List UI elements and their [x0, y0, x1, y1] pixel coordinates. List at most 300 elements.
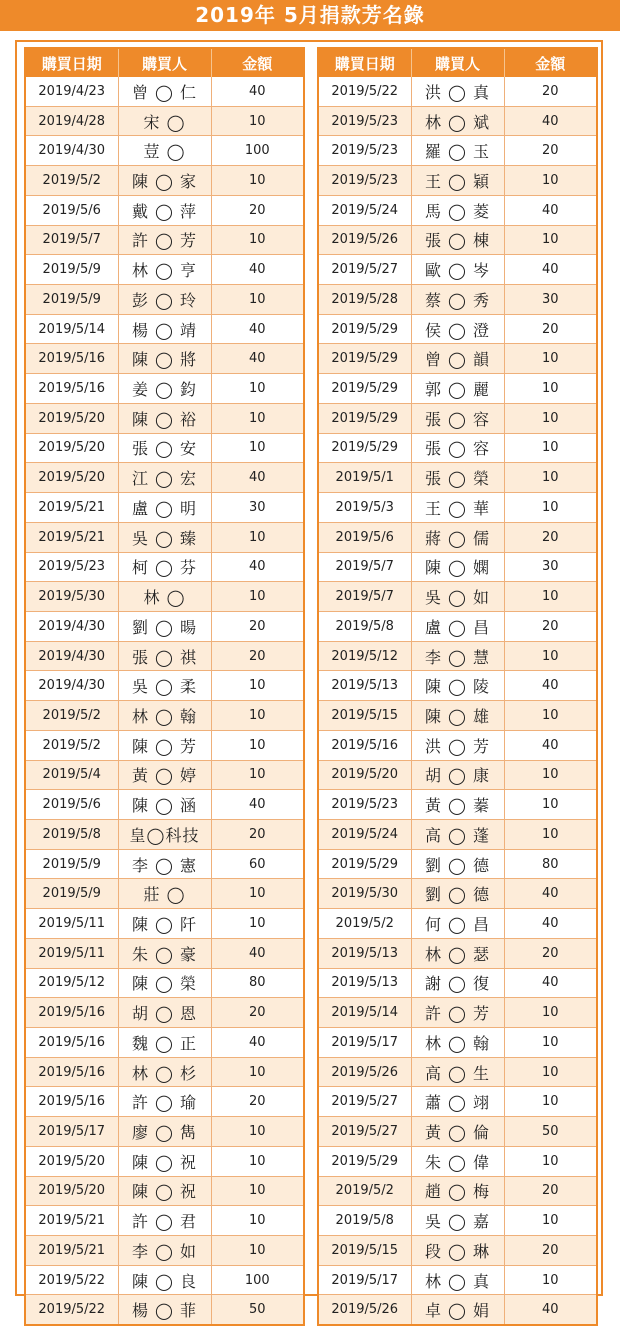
table-row	[319, 374, 596, 404]
table-row	[26, 1176, 303, 1206]
amount-cell: 10	[211, 671, 303, 701]
buyer-cell: 荳 ◯	[118, 136, 211, 166]
date-cell: 2019/5/20	[26, 1146, 118, 1176]
amount-cell: 10	[504, 582, 596, 612]
buyer-cell: 洪 ◯ 真	[411, 77, 504, 106]
date-cell: 2019/5/7	[26, 225, 118, 255]
date-cell: 2019/5/16	[26, 1057, 118, 1087]
date-cell: 2019/5/9	[26, 255, 118, 285]
date-cell: 2019/5/27	[319, 255, 411, 285]
date-cell: 2019/5/12	[319, 641, 411, 671]
amount-cell: 10	[211, 374, 303, 404]
amount-cell: 10	[504, 225, 596, 255]
date-cell: 2019/5/29	[319, 374, 411, 404]
table-row	[26, 1117, 303, 1147]
amount-cell: 50	[211, 1295, 303, 1324]
buyer-cell: 吳 ◯ 如	[411, 582, 504, 612]
date-cell: 2019/5/23	[26, 552, 118, 582]
date-cell: 2019/5/2	[26, 701, 118, 731]
date-cell: 2019/5/11	[26, 938, 118, 968]
date-cell: 2019/5/8	[319, 1206, 411, 1236]
date-cell: 2019/5/6	[26, 790, 118, 820]
table-row	[26, 730, 303, 760]
table-row	[319, 344, 596, 374]
amount-cell: 100	[211, 136, 303, 166]
amount-cell: 60	[211, 849, 303, 879]
buyer-cell: 陳 ◯ 雄	[411, 701, 504, 731]
amount-cell: 40	[504, 730, 596, 760]
buyer-cell: 卓 ◯ 娟	[411, 1295, 504, 1324]
amount-cell: 10	[504, 493, 596, 523]
buyer-cell: 劉 ◯ 暘	[118, 611, 211, 641]
amount-cell: 20	[211, 641, 303, 671]
amount-cell: 10	[211, 106, 303, 136]
buyer-cell: 謝 ◯ 復	[411, 968, 504, 998]
date-cell: 2019/4/30	[26, 136, 118, 166]
date-cell: 2019/5/22	[26, 1295, 118, 1324]
amount-cell: 10	[211, 166, 303, 196]
table-row	[26, 463, 303, 493]
date-cell: 2019/4/28	[26, 106, 118, 136]
date-cell: 2019/5/16	[26, 1028, 118, 1058]
table-row	[26, 909, 303, 939]
date-cell: 2019/5/22	[319, 77, 411, 106]
date-cell: 2019/5/6	[26, 195, 118, 225]
date-cell: 2019/5/12	[26, 968, 118, 998]
amount-cell: 80	[504, 849, 596, 879]
date-cell: 2019/5/1	[319, 463, 411, 493]
amount-cell: 40	[504, 909, 596, 939]
date-cell: 2019/5/29	[319, 344, 411, 374]
amount-cell: 10	[211, 730, 303, 760]
date-cell: 2019/5/9	[26, 879, 118, 909]
amount-cell: 20	[211, 611, 303, 641]
buyer-cell: 黃 ◯ 婷	[118, 760, 211, 790]
buyer-cell: 盧 ◯ 明	[118, 493, 211, 523]
table-row	[26, 790, 303, 820]
table-row	[26, 1295, 303, 1324]
amount-cell: 10	[504, 998, 596, 1028]
table-row	[26, 968, 303, 998]
buyer-cell: 趙 ◯ 梅	[411, 1176, 504, 1206]
amount-cell: 10	[211, 1236, 303, 1266]
table-row	[26, 522, 303, 552]
buyer-cell: 許 ◯ 瑜	[118, 1087, 211, 1117]
amount-cell: 10	[211, 1057, 303, 1087]
date-cell: 2019/5/13	[319, 968, 411, 998]
date-cell: 2019/5/2	[26, 730, 118, 760]
buyer-cell: 黃 ◯ 倫	[411, 1117, 504, 1147]
amount-cell: 40	[211, 255, 303, 285]
buyer-cell: 林 ◯	[118, 582, 211, 612]
buyer-cell: 羅 ◯ 玉	[411, 136, 504, 166]
amount-cell: 10	[211, 403, 303, 433]
buyer-cell: 郭 ◯ 麗	[411, 374, 504, 404]
amount-cell: 40	[211, 938, 303, 968]
date-cell: 2019/5/20	[26, 1176, 118, 1206]
buyer-cell: 胡 ◯ 康	[411, 760, 504, 790]
buyer-cell: 宋 ◯	[118, 106, 211, 136]
buyer-cell: 何 ◯ 昌	[411, 909, 504, 939]
amount-cell: 10	[211, 1146, 303, 1176]
table-row	[26, 879, 303, 909]
amount-cell: 40	[504, 879, 596, 909]
amount-cell: 20	[504, 522, 596, 552]
date-cell: 2019/5/14	[319, 998, 411, 1028]
buyer-cell: 莊 ◯	[118, 879, 211, 909]
date-cell: 2019/5/3	[319, 493, 411, 523]
table-row	[26, 493, 303, 523]
amount-cell: 10	[211, 285, 303, 315]
amount-cell: 10	[504, 403, 596, 433]
buyer-cell: 林 ◯ 杉	[118, 1057, 211, 1087]
buyer-cell: 高 ◯ 生	[411, 1057, 504, 1087]
date-cell: 2019/5/8	[319, 611, 411, 641]
buyer-cell: 陳 ◯ 家	[118, 166, 211, 196]
table-row	[26, 403, 303, 433]
table-row	[319, 1117, 596, 1147]
amount-cell: 10	[211, 1117, 303, 1147]
date-cell: 2019/5/29	[319, 433, 411, 463]
table-body-left	[26, 77, 303, 1324]
buyer-cell: 皇◯科技	[118, 819, 211, 849]
amount-cell: 40	[504, 1295, 596, 1324]
date-cell: 2019/5/23	[319, 106, 411, 136]
table-row	[319, 641, 596, 671]
buyer-cell: 陳 ◯ 裕	[118, 403, 211, 433]
buyer-cell: 馬 ◯ 菱	[411, 195, 504, 225]
table-row	[319, 1236, 596, 1266]
amount-cell: 10	[504, 641, 596, 671]
table-row	[319, 225, 596, 255]
buyer-cell: 吳 ◯ 柔	[118, 671, 211, 701]
buyer-cell: 洪 ◯ 芳	[411, 730, 504, 760]
amount-cell: 10	[211, 1176, 303, 1206]
table-row	[319, 77, 596, 106]
buyer-cell: 陳 ◯ 陵	[411, 671, 504, 701]
buyer-cell: 林 ◯ 翰	[411, 1028, 504, 1058]
buyer-cell: 高 ◯ 蓬	[411, 819, 504, 849]
buyer-cell: 陳 ◯ 良	[118, 1265, 211, 1295]
buyer-cell: 林 ◯ 翰	[118, 701, 211, 731]
buyer-cell: 曾 ◯ 韻	[411, 344, 504, 374]
buyer-cell: 江 ◯ 宏	[118, 463, 211, 493]
date-cell: 2019/5/24	[319, 195, 411, 225]
amount-cell: 40	[211, 552, 303, 582]
amount-cell: 40	[504, 195, 596, 225]
table-row	[26, 701, 303, 731]
table-row	[319, 1057, 596, 1087]
date-cell: 2019/5/29	[319, 1146, 411, 1176]
date-cell: 2019/5/13	[319, 938, 411, 968]
amount-cell: 40	[211, 790, 303, 820]
date-cell: 2019/5/29	[319, 849, 411, 879]
table-row	[26, 849, 303, 879]
amount-cell: 20	[211, 998, 303, 1028]
date-cell: 2019/5/23	[319, 790, 411, 820]
date-cell: 2019/5/24	[319, 819, 411, 849]
header-amount: 金額	[504, 49, 596, 77]
table-body-right	[319, 77, 596, 1324]
table-row	[26, 433, 303, 463]
date-cell: 2019/5/28	[319, 285, 411, 315]
buyer-cell: 林 ◯ 真	[411, 1265, 504, 1295]
buyer-cell: 張 ◯ 棟	[411, 225, 504, 255]
table-row	[319, 909, 596, 939]
date-cell: 2019/5/20	[26, 433, 118, 463]
date-cell: 2019/5/29	[319, 403, 411, 433]
table-row	[319, 1087, 596, 1117]
table-row	[319, 730, 596, 760]
header-buyer: 購買人	[411, 49, 504, 77]
date-cell: 2019/5/4	[26, 760, 118, 790]
buyer-cell: 柯 ◯ 芬	[118, 552, 211, 582]
buyer-cell: 蔡 ◯ 秀	[411, 285, 504, 315]
table-row	[26, 1028, 303, 1058]
amount-cell: 20	[211, 819, 303, 849]
amount-cell: 10	[504, 1146, 596, 1176]
table-row	[319, 1146, 596, 1176]
date-cell: 2019/5/21	[26, 522, 118, 552]
buyer-cell: 許 ◯ 君	[118, 1206, 211, 1236]
date-cell: 2019/5/30	[319, 879, 411, 909]
buyer-cell: 陳 ◯ 祝	[118, 1176, 211, 1206]
amount-cell: 10	[211, 522, 303, 552]
date-cell: 2019/5/16	[319, 730, 411, 760]
buyer-cell: 張 ◯ 榮	[411, 463, 504, 493]
table-row	[319, 1295, 596, 1324]
buyer-cell: 姜 ◯ 鈞	[118, 374, 211, 404]
amount-cell: 10	[504, 374, 596, 404]
amount-cell: 10	[504, 1028, 596, 1058]
date-cell: 2019/5/23	[319, 136, 411, 166]
table-row	[26, 1206, 303, 1236]
buyer-cell: 張 ◯ 容	[411, 403, 504, 433]
buyer-cell: 胡 ◯ 恩	[118, 998, 211, 1028]
amount-cell: 20	[211, 1087, 303, 1117]
table-row	[319, 1265, 596, 1295]
date-cell: 2019/5/2	[26, 166, 118, 196]
header-buyer: 購買人	[118, 49, 211, 77]
amount-cell: 20	[504, 77, 596, 106]
amount-cell: 10	[211, 879, 303, 909]
date-cell: 2019/5/30	[26, 582, 118, 612]
table-row	[319, 255, 596, 285]
buyer-cell: 王 ◯ 穎	[411, 166, 504, 196]
amount-cell: 30	[211, 493, 303, 523]
amount-cell: 40	[504, 255, 596, 285]
table-row	[319, 552, 596, 582]
buyer-cell: 張 ◯ 安	[118, 433, 211, 463]
table-row	[26, 819, 303, 849]
amount-cell: 10	[504, 819, 596, 849]
buyer-cell: 張 ◯ 祺	[118, 641, 211, 671]
buyer-cell: 陳 ◯ 祝	[118, 1146, 211, 1176]
buyer-cell: 曾 ◯ 仁	[118, 77, 211, 106]
table-row	[319, 493, 596, 523]
amount-cell: 10	[504, 1206, 596, 1236]
date-cell: 2019/5/13	[319, 671, 411, 701]
date-cell: 2019/5/6	[319, 522, 411, 552]
amount-cell: 10	[504, 790, 596, 820]
amount-cell: 20	[504, 611, 596, 641]
buyer-cell: 廖 ◯ 雋	[118, 1117, 211, 1147]
date-cell: 2019/5/29	[319, 314, 411, 344]
table-row	[319, 106, 596, 136]
buyer-cell: 蔣 ◯ 儒	[411, 522, 504, 552]
amount-cell: 40	[504, 106, 596, 136]
table-row	[319, 1176, 596, 1206]
buyer-cell: 李 ◯ 慧	[411, 641, 504, 671]
date-cell: 2019/5/26	[319, 1057, 411, 1087]
amount-cell: 20	[504, 1236, 596, 1266]
amount-cell: 40	[211, 1028, 303, 1058]
date-cell: 2019/5/15	[319, 1236, 411, 1266]
amount-cell: 10	[504, 701, 596, 731]
date-cell: 2019/5/26	[319, 225, 411, 255]
date-cell: 2019/5/16	[26, 1087, 118, 1117]
date-cell: 2019/5/23	[319, 166, 411, 196]
buyer-cell: 陳 ◯ 將	[118, 344, 211, 374]
amount-cell: 40	[211, 344, 303, 374]
buyer-cell: 段 ◯ 琳	[411, 1236, 504, 1266]
buyer-cell: 吳 ◯ 嘉	[411, 1206, 504, 1236]
table-row	[26, 938, 303, 968]
date-cell: 2019/5/2	[319, 909, 411, 939]
date-cell: 2019/4/23	[26, 77, 118, 106]
table-row	[319, 701, 596, 731]
amount-cell: 20	[504, 136, 596, 166]
table-row	[319, 195, 596, 225]
table-row	[26, 998, 303, 1028]
buyer-cell: 朱 ◯ 偉	[411, 1146, 504, 1176]
buyer-cell: 林 ◯ 瑟	[411, 938, 504, 968]
table-row	[319, 998, 596, 1028]
buyer-cell: 許 ◯ 芳	[118, 225, 211, 255]
buyer-cell: 陳 ◯ 涵	[118, 790, 211, 820]
table-row	[26, 255, 303, 285]
date-cell: 2019/5/22	[26, 1265, 118, 1295]
date-cell: 2019/5/11	[26, 909, 118, 939]
buyer-cell: 陳 ◯ 芳	[118, 730, 211, 760]
table-row	[319, 968, 596, 998]
date-cell: 2019/5/21	[26, 493, 118, 523]
date-cell: 2019/5/2	[319, 1176, 411, 1206]
amount-cell: 20	[504, 938, 596, 968]
table-row	[26, 314, 303, 344]
table-row	[319, 582, 596, 612]
buyer-cell: 林 ◯ 亨	[118, 255, 211, 285]
buyer-cell: 劉 ◯ 德	[411, 879, 504, 909]
table-row	[26, 166, 303, 196]
amount-cell: 20	[504, 1176, 596, 1206]
date-cell: 2019/5/15	[319, 701, 411, 731]
table-row	[319, 611, 596, 641]
table-row	[26, 671, 303, 701]
amount-cell: 10	[504, 1265, 596, 1295]
table-row	[26, 344, 303, 374]
amount-cell: 10	[504, 433, 596, 463]
buyer-cell: 張 ◯ 容	[411, 433, 504, 463]
amount-cell: 10	[504, 1057, 596, 1087]
buyer-cell: 許 ◯ 芳	[411, 998, 504, 1028]
table-row	[26, 641, 303, 671]
table-row	[26, 1265, 303, 1295]
date-cell: 2019/4/30	[26, 641, 118, 671]
buyer-cell: 盧 ◯ 昌	[411, 611, 504, 641]
page-title: 2019年 5月捐款芳名錄	[0, 0, 620, 31]
date-cell: 2019/5/16	[26, 998, 118, 1028]
buyer-cell: 楊 ◯ 靖	[118, 314, 211, 344]
date-cell: 2019/5/8	[26, 819, 118, 849]
amount-cell: 40	[211, 463, 303, 493]
donor-table-right	[317, 47, 598, 1326]
buyer-cell: 朱 ◯ 豪	[118, 938, 211, 968]
amount-cell: 10	[211, 909, 303, 939]
table-row	[26, 760, 303, 790]
table-row	[319, 790, 596, 820]
buyer-cell: 戴 ◯ 萍	[118, 195, 211, 225]
amount-cell: 40	[211, 77, 303, 106]
table-row	[26, 285, 303, 315]
date-cell: 2019/5/9	[26, 285, 118, 315]
amount-cell: 20	[504, 314, 596, 344]
buyer-cell: 陳 ◯ 嫻	[411, 552, 504, 582]
date-cell: 2019/5/16	[26, 374, 118, 404]
header-date: 購買日期	[319, 49, 411, 77]
table-row	[319, 849, 596, 879]
buyer-cell: 李 ◯ 憲	[118, 849, 211, 879]
header-amount: 金額	[211, 49, 303, 77]
buyer-cell: 李 ◯ 如	[118, 1236, 211, 1266]
amount-cell: 10	[504, 1087, 596, 1117]
table-row	[26, 225, 303, 255]
table-row	[26, 582, 303, 612]
table-row	[319, 819, 596, 849]
table-row	[319, 314, 596, 344]
buyer-cell: 侯 ◯ 澄	[411, 314, 504, 344]
amount-cell: 10	[211, 701, 303, 731]
table-row	[319, 1028, 596, 1058]
amount-cell: 50	[504, 1117, 596, 1147]
table-row	[26, 1236, 303, 1266]
table-row	[319, 879, 596, 909]
table-row	[26, 1087, 303, 1117]
table-row	[26, 1057, 303, 1087]
amount-cell: 30	[504, 285, 596, 315]
table-header-row	[319, 49, 596, 77]
table-row	[26, 136, 303, 166]
date-cell: 2019/5/21	[26, 1206, 118, 1236]
amount-cell: 10	[504, 166, 596, 196]
amount-cell: 40	[504, 671, 596, 701]
date-cell: 2019/5/20	[26, 403, 118, 433]
amount-cell: 80	[211, 968, 303, 998]
amount-cell: 40	[211, 314, 303, 344]
date-cell: 2019/5/17	[26, 1117, 118, 1147]
amount-cell: 10	[504, 760, 596, 790]
table-row	[319, 285, 596, 315]
amount-cell: 100	[211, 1265, 303, 1295]
date-cell: 2019/5/21	[26, 1236, 118, 1266]
table-row	[26, 611, 303, 641]
buyer-cell: 彭 ◯ 玲	[118, 285, 211, 315]
amount-cell: 40	[504, 968, 596, 998]
date-cell: 2019/5/20	[319, 760, 411, 790]
table-row	[319, 938, 596, 968]
header-date: 購買日期	[26, 49, 118, 77]
amount-cell: 10	[211, 760, 303, 790]
